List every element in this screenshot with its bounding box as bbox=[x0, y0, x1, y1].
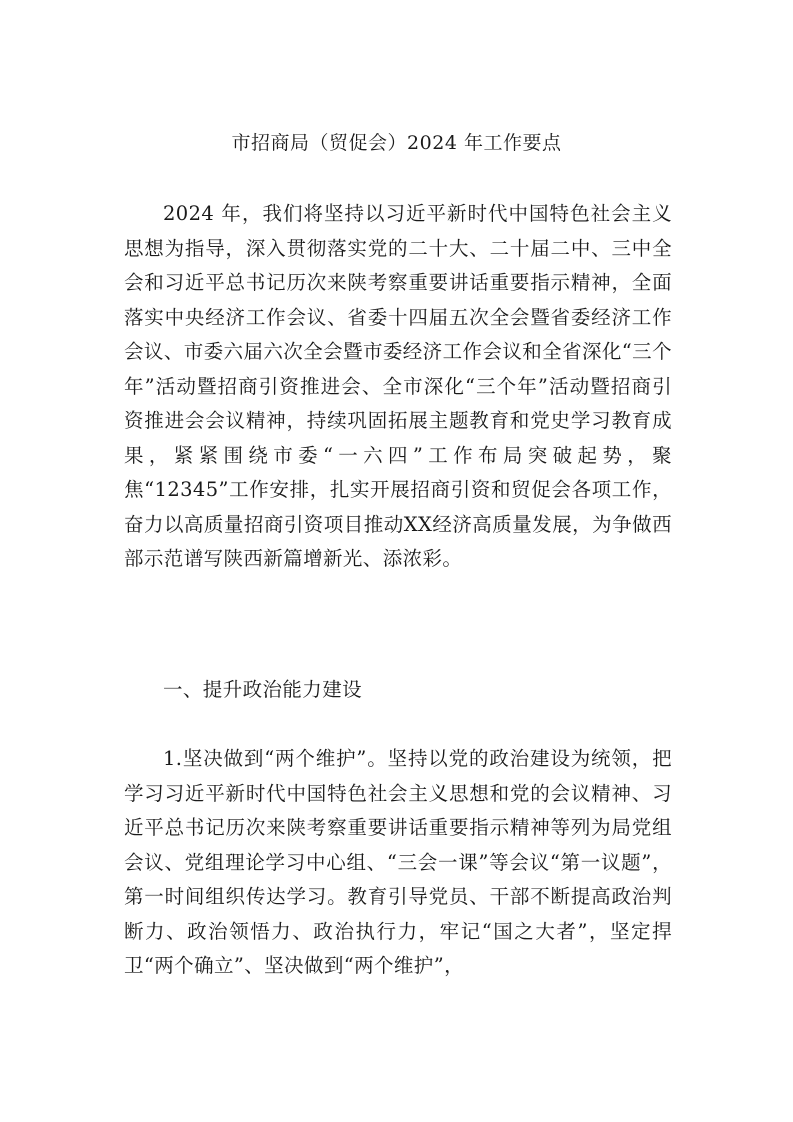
document-title: 市招商局（贸促会）2024 年工作要点 bbox=[231, 132, 562, 154]
item-1-paragraph: 1.坚决做到“两个维护”。坚持以党的政治建设为统领，把学习习近平新时代中国特色社会主义思想和党的会议精神、习近平总书记历次来陕考察重要讲话重要指示精神等列为局党组会议、党组理论学习中心组、“三会一课”等会议“第一议题”，第一时间组织传达学习。教育引导党员、干部不断提高政治判断力、政治领悟力、政治执行力，牢记“国之大者”，坚定捍卫“两个确立”、坚决做到“两个维护”， bbox=[124, 747, 672, 977]
intro-paragraph: 2024 年，我们将坚持以习近平新时代中国特色社会主义思想为指导，深入贯彻落实党的二十大、二十届二中、三中全会和习近平总书记历次来陕考察重要讲话重要指示精神，全面落实中央经济工作会议、省委十四届五次全会暨省委经济工作会议、市委六届六次全会暨市委经济工作会议和全省深化“三个年”活动暨招商引资推进会、全市深化“三个年”活动暨招商引资推进会会议精神，持续巩固拓展主题教育和党史学习教育成果，紧紧围绕市委“一六四”工作布局突破起势，聚焦“12345”工作安排，扎实开展招商引资和贸促会各项工作，奋力以高质量招商引资项目推动XX经济高质量发展，为争做西部示范谱写陕西新篇增新光、添浓彩。 bbox=[124, 202, 672, 570]
section-heading-1: 一、提升政治能力建设 bbox=[163, 678, 363, 701]
